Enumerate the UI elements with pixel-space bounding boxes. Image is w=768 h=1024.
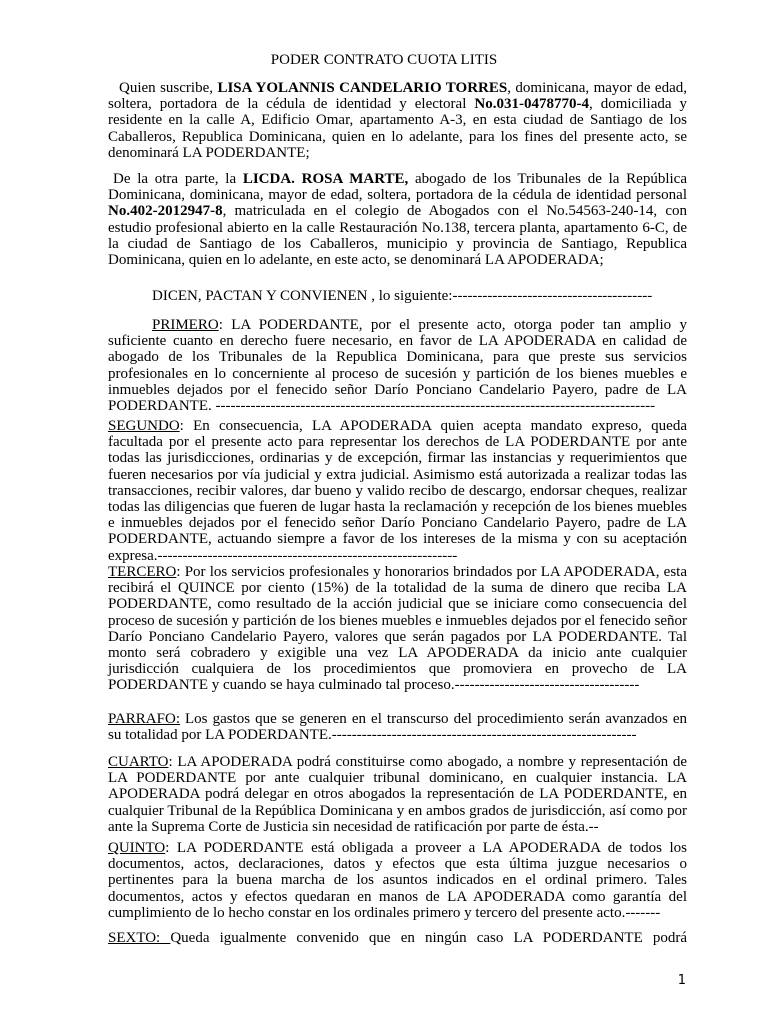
clause-segundo bbox=[108, 418, 687, 564]
page-number: 1 bbox=[677, 973, 686, 988]
p1-pre: Quien suscribe, bbox=[119, 80, 218, 96]
cuarto-text: : LA APODERADA podrá constituirse como abogado, a nombre y representación de LA PODERDANTE por ante cualquier tribunal dominicano, en cualquier instancia. LA APODERADA podrá delegar en otros abogados la representación de LA PODERDANTE, en cualquier Tribunal de la República Dominicana y en ambos grados de jurisdicción, así como por ante la Suprema Corte de Justicia sin necesidad de ratificación por parte de ésta.-- bbox=[108, 754, 687, 835]
tercero-label: TERCERO bbox=[108, 564, 177, 580]
segundo-text: : En consecuencia, LA APODERADA quien acepta mandato expreso, queda facultada por el presente acto para representar los derechos de LA PODERDANTE por ante todas las jurisdicciones, ordinarias y de excepción, firmar las instancias y requerimientos que fueren necesarios por vía judicial y extra judicial. Asimismo está autorizada a realizar todas las transacciones, recibir valores, dar bueno y valido recibo de descargo, endorsar cheques, realizar todas las diligencias que fueren de lugar hasta la reclamación y recepción de los bienes muebles e inmuebles dejados por el fenecido señor Darío Ponciano Candelario Payero, padre de LA PODERDANTE, actuando siempre a favor de los intereses de la misma y con su aceptación expresa.------------------------------------------------------------ bbox=[108, 418, 687, 564]
p1-mid: , dominicana, mayor de edad, soltera, portadora de la cédula de identidad y electoral bbox=[108, 80, 687, 113]
p2-pre: De la otra parte, la bbox=[113, 171, 243, 187]
parrafo-label: PARRAFO: bbox=[108, 711, 180, 727]
quinto-text: : LA PODERDANTE está obligada a proveer a LA APODERADA de todos los documentos, actos, declaraciones, datos y efectos que esta última juzgue necesarios o pertinentes para la buena marcha de los asuntos indicados en el ordinal primero. Tales documentos, actos y efectos quedaran en manos de LA APODERADA como garantía del cumplimiento de lo hecho constar en los ordinales primero y tercero del presente acto.------- bbox=[108, 840, 687, 921]
clause-sexto bbox=[108, 930, 687, 946]
tercero-text: : Por los servicios profesionales y honorarios brindados por LA APODERADA, esta recibirá el QUINCE por ciento (15%) de la totalidad de la suma de dinero que reciba LA PODERDANTE, como resultado de la acción judicial que se iniciare como consecuencia del proceso de sucesión y partición de los bienes muebles e inmuebles dejados por el fenecido señor Darío Ponciano Candelario Payero, valores que serán pagados por LA PODERDANTE. Tal monto será cobradero y exigible una vez LA APODERADA da inicio ante cualquier jurisdicción cualquiera de los procedimientos que promoviera en provecho de LA PODERDANTE y cuando se haya culminado tal proceso.------------------------------------- bbox=[108, 564, 687, 694]
quinto-label: QUINTO bbox=[108, 840, 166, 856]
clause-tercero bbox=[108, 564, 687, 694]
p2-mid: abogado de los Tribunales de la República Dominicana, dominicana, mayor de edad, soltera, portadora de la cédula de identidad personal bbox=[108, 171, 687, 204]
segundo-label: SEGUNDO bbox=[108, 418, 180, 434]
primero-label: PRIMERO bbox=[152, 317, 219, 333]
paragraph-poderdante bbox=[108, 80, 687, 161]
paragraph-apoderada bbox=[108, 171, 687, 268]
apoderada-id-number: No.402-2012947-8 bbox=[108, 203, 223, 220]
parrafo-text: Los gastos que se generen en el transcurso del procedimiento serán avanzados en su totalidad por LA PODERDANTE.------------------------------------------------------------- bbox=[108, 711, 687, 744]
p2-post: , matriculada en el colegio de Abogados con el No.54563-240-14, con estudio profesional abierto en la calle Restauración No.138, tercera planta, apartamento 6-C, de la ciudad de Santiago de los Caballeros, municipio y provincia de Santiago, Republica Dominicana, quien en lo adelante, en este acto, se denominará LA APODERADA; bbox=[108, 203, 687, 269]
cuarto-label: CUARTO bbox=[108, 754, 169, 770]
clause-cuarto bbox=[108, 754, 687, 835]
dicen-text: DICEN, PACTAN Y CONVIENEN , lo siguiente:---------------------------------------- bbox=[152, 288, 653, 304]
poderdante-name: LISA YOLANNIS CANDELARIO TORRES bbox=[217, 80, 508, 96]
document-title: PODER CONTRATO CUOTA LITIS bbox=[270, 52, 498, 68]
p1-post: , domiciliada y residente en la calle A, Edificio Omar, apartamento A-3, en esta ciudad de Santiago de los Caballeros, Republica Dominicana, quien en lo adelante, para los fines del presente acto, se denominará LA PODERDANTE; bbox=[108, 96, 687, 161]
paragraph-dicen bbox=[108, 288, 687, 304]
sexto-text: Queda igualmente convenido que en ningún caso LA PODERDANTE podrá bbox=[170, 930, 687, 946]
apoderada-name: LICDA. ROSA MARTE, bbox=[242, 171, 409, 187]
sexto-label: SEXTO: bbox=[108, 930, 171, 946]
clause-quinto bbox=[108, 840, 687, 921]
clause-parrafo bbox=[108, 711, 687, 743]
clause-primero bbox=[108, 317, 687, 414]
poderdante-id-number: No.031-0478770-4 bbox=[474, 96, 589, 113]
primero-text: : LA PODERDANTE, por el presente acto, otorga poder tan amplio y suficiente cuanto en derecho fuere necesario, en favor de LA APODERADA en calidad de abogado de los Tribunales de la Republica Dominicana, para que preste sus servicios profesionales en lo concerniente al proceso de sucesión y partición de los bienes muebles e inmuebles dejados por el fenecido señor Darío Ponciano Candelario Payero, padre de LA PODERDANTE. ---------------------------------------------------------------------------------------- bbox=[108, 317, 687, 415]
